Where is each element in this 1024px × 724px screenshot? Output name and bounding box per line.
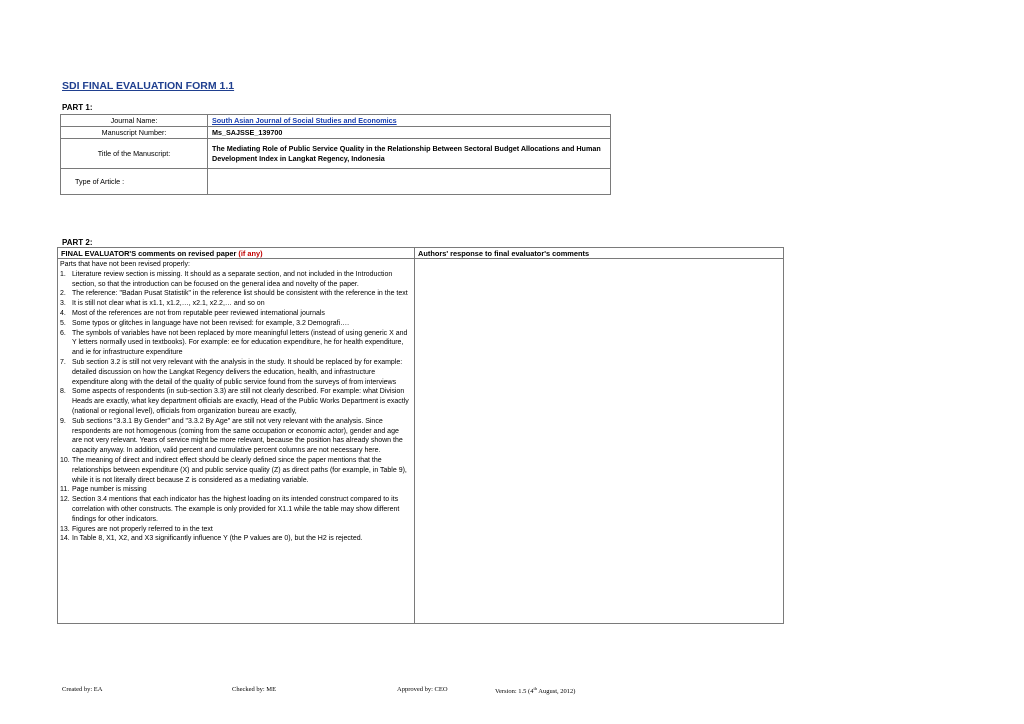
- comment-text: Sub sections "3.3.1 By Gender" and "3.3.2 By Age" are still not very relevant with the analysis. Since respondents are not homogenous (coming from the same occupation or economic actor), gender and age are not very relevant. Years of service might be more relevant, because the position has already shown the capacity anyway. In addition, valid percent and cumulative percent columns are not necessary here.: [72, 417, 403, 455]
- comment-item: [60, 534, 410, 544]
- comment-text: Section 3.4 mentions that each indicator has the highest loading on its intended construct compared to its correlation with other constructs. The example is only provided for X1.1 while the table may show different findings for other indicators.: [72, 496, 400, 523]
- manuscript-title-value: The Mediating Role of Public Service Quality in the Relationship Between Sectoral Budget Allocations and Human Development Index in Langkat Regency, Indonesia: [208, 139, 611, 169]
- comment-number: 3.: [60, 300, 66, 308]
- comment-text: Some aspects of respondents (in sub-section 3.3) are still not clearly described. For example: what Division Heads are exactly, what key department officials are exactly, Head of the Public Works Department is exactly (national or regional level), officials from organization bureau are exactly,: [72, 388, 409, 415]
- comment-item: [60, 329, 410, 358]
- comment-item: [60, 319, 410, 329]
- authors-response-header: Authors' response to final evaluator's comments: [418, 249, 590, 258]
- comment-item: [60, 456, 410, 485]
- comment-number: 1.: [60, 270, 66, 278]
- comment-text: Sub section 3.2 is still not very relevant with the analysis in the study. It should be replaced by for example: detailed discussion on how the Langkat Regency delivers the education, health, and infrastructure expenditure along with the detail of the quality of public service found from the surveys of from interviews: [72, 358, 403, 386]
- comment-text: Some typos or glitches in language have not been revised: for example, 3.2 Demografi….: [72, 319, 350, 327]
- comment-text: The symbols of variables have not been replaced by more meaningful letters (instead of using generic X and Y letters normally used in textbooks). For example: ee for education expenditure, he for health expenditure, and ie for infrastructure expenditure: [72, 329, 408, 357]
- footer-created-by: Created by: EA: [62, 686, 103, 693]
- comment-number: 12.: [60, 496, 70, 504]
- journal-name-row: [61, 115, 611, 127]
- article-type-key: Type of Article :: [61, 169, 208, 195]
- footer-version-prefix: Version: 1.5 (4: [495, 688, 534, 696]
- comment-number: 6.: [60, 329, 66, 337]
- footer-version-suffix: August, 2012): [536, 688, 576, 696]
- manuscript-title-row: [61, 139, 611, 169]
- comment-number: 2.: [60, 290, 66, 298]
- comment-number: 7.: [60, 358, 66, 366]
- comment-number: 11.: [60, 486, 70, 494]
- comment-number: 13.: [60, 525, 70, 533]
- manuscript-number-row: [61, 127, 611, 139]
- evaluator-comments-header: [61, 249, 263, 258]
- comment-number: 14.: [60, 535, 70, 543]
- manuscript-info-table: [60, 114, 611, 195]
- footer-approved-by: Approved by: CEO: [397, 686, 448, 693]
- comment-item: [60, 270, 410, 290]
- column-divider: [414, 248, 415, 623]
- comments-intro: Parts that have not been revised properly:: [60, 261, 190, 268]
- comment-text: It is still not clear what is x1.1, x1.2,…, x2.1, x2.2,… and so on: [72, 300, 265, 308]
- manuscript-title-key: Title of the Manuscript:: [61, 139, 208, 169]
- header-divider: [58, 258, 783, 259]
- comment-list: [60, 270, 410, 544]
- comment-item: [60, 485, 410, 495]
- comment-item: [60, 495, 410, 524]
- journal-name-key: Journal Name:: [61, 115, 208, 127]
- manuscript-number-key: Manuscript Number:: [61, 127, 208, 139]
- comment-text: Most of the references are not from reputable peer reviewed international journals: [72, 309, 325, 317]
- comment-text: In Table 8, X1, X2, and X3 significantly influence Y (the P values are 0), but the H2 is rejected.: [72, 535, 363, 543]
- evaluator-comments-header-text: FINAL EVALUATOR'S comments on revised paper: [61, 249, 237, 258]
- comment-item: [60, 358, 410, 387]
- comment-text: Literature review section is missing. It should as a separate section, and not included in the Introduction section, so that the introduction can be focused on the general idea and novelty of the paper.: [72, 270, 393, 288]
- comment-text: Page number is missing: [72, 486, 147, 494]
- comment-item: [60, 387, 410, 416]
- journal-name-link[interactable]: South Asian Journal of Social Studies and Economics: [212, 116, 397, 125]
- footer-checked-by: Checked by: ME: [232, 686, 277, 693]
- form-title: SDI FINAL EVALUATION FORM 1.1: [62, 80, 235, 92]
- comment-item: [60, 299, 410, 309]
- footer-version-sup: th: [533, 686, 537, 691]
- manuscript-number-value: Ms_SAJSSE_139700: [208, 127, 611, 139]
- article-type-row: [61, 169, 611, 195]
- part2-label: PART 2:: [62, 238, 93, 247]
- article-type-value: [208, 169, 611, 195]
- comment-text: The meaning of direct and indirect effect should be clearly defined since the paper mentions that the relationships between expenditure (X) and public service quality (Z) as direct paths (for example, in Table 9), while it is not literally direct because Z is considered as a mediating variable.: [72, 456, 407, 484]
- comment-number: 4.: [60, 309, 66, 317]
- comment-number: 9.: [60, 417, 66, 425]
- comment-item: [60, 525, 410, 535]
- comment-item: [60, 417, 410, 456]
- journal-name-value[interactable]: [208, 115, 611, 127]
- comment-text: The reference: "Badan Pusat Statistik" in the reference list should be consistent with the reference in the text: [72, 290, 408, 298]
- comment-item: [60, 309, 410, 319]
- comment-text: Figures are not properly referred to in the text: [72, 525, 213, 533]
- comment-number: 8.: [60, 388, 66, 396]
- evaluation-comments-table: [57, 247, 784, 624]
- evaluator-comments: [60, 260, 410, 544]
- part1-label: PART 1:: [62, 103, 93, 112]
- footer-version: [495, 686, 575, 695]
- comment-number: 5.: [60, 319, 66, 327]
- comment-number: 10.: [60, 456, 70, 464]
- comment-item: [60, 289, 410, 299]
- if-any-note: (if any): [238, 249, 263, 258]
